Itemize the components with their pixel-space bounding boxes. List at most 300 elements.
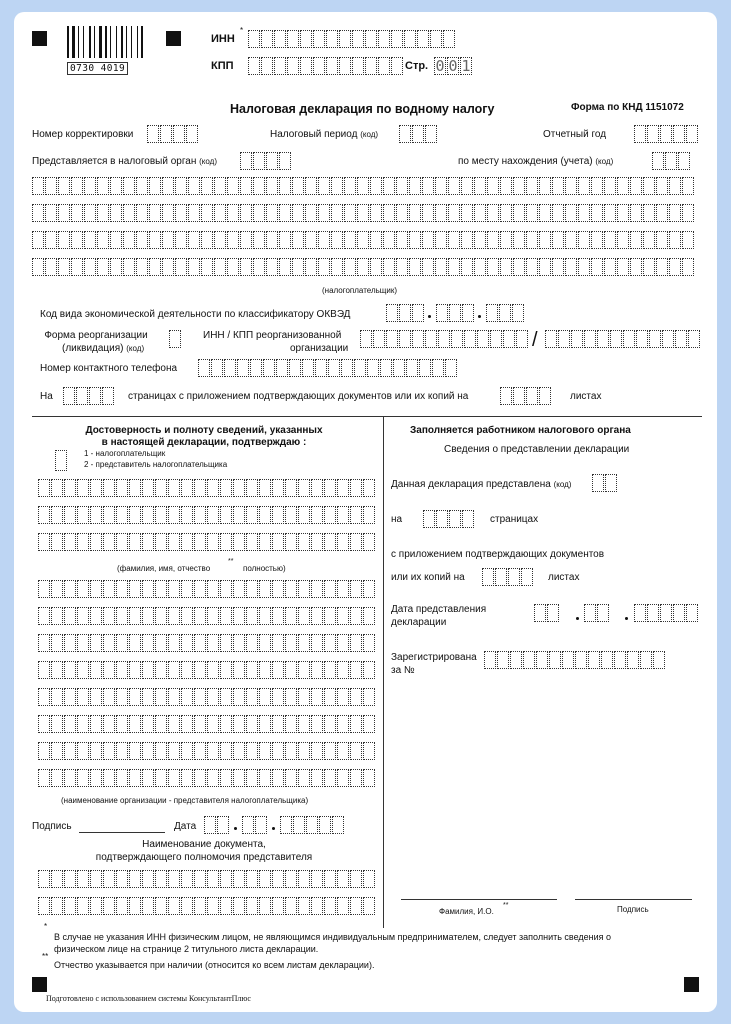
- input-cell[interactable]: [354, 359, 366, 377]
- input-cell[interactable]: [614, 651, 626, 669]
- input-cell[interactable]: [461, 204, 473, 222]
- input-cell[interactable]: [142, 688, 154, 706]
- input-cell[interactable]: [194, 769, 206, 787]
- input-cell[interactable]: [461, 231, 473, 249]
- input-cell[interactable]: [526, 204, 538, 222]
- input-cell[interactable]: [123, 231, 135, 249]
- input-cell[interactable]: [194, 634, 206, 652]
- input-cell[interactable]: [474, 231, 486, 249]
- input-cell[interactable]: [682, 258, 694, 276]
- input-cell[interactable]: [324, 533, 336, 551]
- input-cell[interactable]: [188, 204, 200, 222]
- input-cell[interactable]: [64, 506, 76, 524]
- kpp-field[interactable]: [248, 57, 404, 75]
- sheets-count-field[interactable]: [500, 387, 552, 405]
- input-cell[interactable]: [324, 870, 336, 888]
- input-cell[interactable]: [168, 533, 180, 551]
- input-cell[interactable]: [487, 231, 499, 249]
- input-cell[interactable]: [409, 204, 421, 222]
- input-cell[interactable]: [103, 479, 115, 497]
- input-cell[interactable]: [103, 607, 115, 625]
- input-cell[interactable]: [643, 231, 655, 249]
- input-cell[interactable]: [129, 634, 141, 652]
- input-cell[interactable]: [194, 661, 206, 679]
- input-cell[interactable]: [224, 359, 236, 377]
- input-cell[interactable]: [38, 580, 50, 598]
- input-cell[interactable]: [116, 661, 128, 679]
- input-cell[interactable]: [220, 769, 232, 787]
- input-cell[interactable]: [285, 506, 297, 524]
- input-cell[interactable]: [298, 870, 310, 888]
- input-cell[interactable]: [370, 177, 382, 195]
- input-cell[interactable]: [142, 742, 154, 760]
- input-cell[interactable]: [45, 177, 57, 195]
- input-cell[interactable]: [350, 634, 362, 652]
- input-cell[interactable]: [285, 479, 297, 497]
- input-cell[interactable]: [311, 742, 323, 760]
- input-cell[interactable]: [233, 897, 245, 915]
- input-cell[interactable]: [38, 715, 50, 733]
- input-cell[interactable]: [324, 506, 336, 524]
- input-cell[interactable]: [181, 769, 193, 787]
- input-cell[interactable]: [51, 742, 63, 760]
- input-cell[interactable]: [298, 769, 310, 787]
- input-cell[interactable]: [383, 177, 395, 195]
- input-cell[interactable]: [240, 177, 252, 195]
- input-cell[interactable]: [350, 870, 362, 888]
- input-cell[interactable]: [38, 870, 50, 888]
- input-cell[interactable]: [311, 715, 323, 733]
- input-cell[interactable]: [604, 177, 616, 195]
- input-cell[interactable]: [233, 634, 245, 652]
- input-cell[interactable]: [207, 506, 219, 524]
- input-cell[interactable]: [64, 607, 76, 625]
- input-cell[interactable]: [324, 769, 336, 787]
- sheets-field[interactable]: [482, 568, 534, 586]
- input-cell[interactable]: [285, 580, 297, 598]
- input-cell[interactable]: [90, 607, 102, 625]
- input-cell[interactable]: [155, 607, 167, 625]
- input-cell[interactable]: [266, 231, 278, 249]
- input-cell[interactable]: [461, 258, 473, 276]
- input-cell[interactable]: [272, 533, 284, 551]
- input-cell[interactable]: [331, 258, 343, 276]
- input-cell[interactable]: [601, 651, 613, 669]
- input-cell[interactable]: [383, 231, 395, 249]
- input-cell[interactable]: [64, 479, 76, 497]
- input-cell[interactable]: [627, 651, 639, 669]
- input-cell[interactable]: [337, 661, 349, 679]
- input-cell[interactable]: [363, 897, 375, 915]
- input-cell[interactable]: [523, 651, 535, 669]
- input-cell[interactable]: [298, 634, 310, 652]
- input-cell[interactable]: [272, 479, 284, 497]
- input-cell[interactable]: [142, 634, 154, 652]
- input-cell[interactable]: [513, 258, 525, 276]
- input-cell[interactable]: [116, 533, 128, 551]
- input-cell[interactable]: [77, 634, 89, 652]
- input-cell[interactable]: [110, 177, 122, 195]
- input-cell[interactable]: [513, 231, 525, 249]
- input-cell[interactable]: [311, 661, 323, 679]
- input-cell[interactable]: [285, 769, 297, 787]
- input-cell[interactable]: [155, 769, 167, 787]
- input-cell[interactable]: [445, 359, 457, 377]
- input-cell[interactable]: [246, 688, 258, 706]
- input-cell[interactable]: [38, 634, 50, 652]
- input-cell[interactable]: [227, 231, 239, 249]
- input-cell[interactable]: [591, 231, 603, 249]
- input-cell[interactable]: [318, 177, 330, 195]
- input-cell[interactable]: [194, 506, 206, 524]
- input-cell[interactable]: [363, 479, 375, 497]
- input-cell[interactable]: [155, 661, 167, 679]
- input-cell[interactable]: [142, 479, 154, 497]
- reporting-year-field[interactable]: [634, 125, 699, 143]
- input-cell[interactable]: [422, 204, 434, 222]
- input-cell[interactable]: [168, 715, 180, 733]
- input-cell[interactable]: [116, 688, 128, 706]
- input-cell[interactable]: [90, 769, 102, 787]
- input-cell[interactable]: [643, 258, 655, 276]
- input-cell[interactable]: [97, 258, 109, 276]
- input-cell[interactable]: [279, 231, 291, 249]
- input-cell[interactable]: [617, 231, 629, 249]
- input-cell[interactable]: [272, 506, 284, 524]
- input-cell[interactable]: [350, 506, 362, 524]
- input-cell[interactable]: [350, 688, 362, 706]
- input-cell[interactable]: [194, 479, 206, 497]
- input-cell[interactable]: [129, 715, 141, 733]
- input-cell[interactable]: [51, 769, 63, 787]
- input-cell[interactable]: [591, 204, 603, 222]
- input-cell[interactable]: [211, 359, 223, 377]
- input-cell[interactable]: [194, 870, 206, 888]
- input-cell[interactable]: [435, 258, 447, 276]
- input-cell[interactable]: [181, 634, 193, 652]
- input-cell[interactable]: [246, 634, 258, 652]
- input-cell[interactable]: [220, 661, 232, 679]
- input-cell[interactable]: [194, 715, 206, 733]
- input-cell[interactable]: [233, 607, 245, 625]
- input-cell[interactable]: [246, 479, 258, 497]
- input-cell[interactable]: [155, 580, 167, 598]
- input-cell[interactable]: [337, 870, 349, 888]
- input-cell[interactable]: [357, 204, 369, 222]
- input-cell[interactable]: [357, 231, 369, 249]
- input-cell[interactable]: [149, 231, 161, 249]
- input-cell[interactable]: [279, 177, 291, 195]
- input-cell[interactable]: [32, 177, 44, 195]
- input-cell[interactable]: [103, 715, 115, 733]
- input-cell[interactable]: [38, 607, 50, 625]
- input-cell[interactable]: [207, 607, 219, 625]
- input-cell[interactable]: [363, 688, 375, 706]
- input-cell[interactable]: [285, 661, 297, 679]
- input-cell[interactable]: [331, 204, 343, 222]
- input-cell[interactable]: [363, 769, 375, 787]
- input-cell[interactable]: [259, 607, 271, 625]
- input-cell[interactable]: [549, 651, 561, 669]
- input-cell[interactable]: [617, 258, 629, 276]
- input-cell[interactable]: [97, 204, 109, 222]
- input-cell[interactable]: [552, 204, 564, 222]
- input-cell[interactable]: [422, 231, 434, 249]
- input-cell[interactable]: [220, 634, 232, 652]
- input-cell[interactable]: [311, 897, 323, 915]
- input-cell[interactable]: [233, 580, 245, 598]
- org-row[interactable]: [38, 580, 376, 598]
- input-cell[interactable]: [51, 634, 63, 652]
- input-cell[interactable]: [181, 742, 193, 760]
- input-cell[interactable]: [129, 506, 141, 524]
- input-cell[interactable]: [246, 580, 258, 598]
- input-cell[interactable]: [116, 870, 128, 888]
- input-cell[interactable]: [292, 204, 304, 222]
- input-cell[interactable]: [233, 742, 245, 760]
- input-cell[interactable]: [90, 897, 102, 915]
- input-cell[interactable]: [116, 580, 128, 598]
- input-cell[interactable]: [298, 533, 310, 551]
- date-submitted-day[interactable]: [534, 604, 560, 622]
- input-cell[interactable]: [259, 533, 271, 551]
- input-cell[interactable]: [110, 204, 122, 222]
- input-cell[interactable]: [214, 204, 226, 222]
- date-year-field[interactable]: [280, 816, 345, 834]
- input-cell[interactable]: [363, 634, 375, 652]
- taxpayer-name-row[interactable]: [32, 231, 695, 249]
- input-cell[interactable]: [363, 742, 375, 760]
- input-cell[interactable]: [292, 231, 304, 249]
- input-cell[interactable]: [272, 769, 284, 787]
- input-cell[interactable]: [129, 479, 141, 497]
- input-cell[interactable]: [272, 634, 284, 652]
- input-cell[interactable]: [246, 607, 258, 625]
- input-cell[interactable]: [246, 769, 258, 787]
- tax-authority-field[interactable]: [240, 152, 292, 170]
- date-submitted-month[interactable]: [584, 604, 610, 622]
- input-cell[interactable]: [181, 479, 193, 497]
- input-cell[interactable]: [337, 533, 349, 551]
- input-cell[interactable]: [422, 258, 434, 276]
- input-cell[interactable]: [630, 177, 642, 195]
- input-cell[interactable]: [370, 204, 382, 222]
- input-cell[interactable]: [129, 742, 141, 760]
- input-cell[interactable]: [220, 580, 232, 598]
- input-cell[interactable]: [448, 258, 460, 276]
- input-cell[interactable]: [305, 177, 317, 195]
- input-cell[interactable]: [578, 204, 590, 222]
- input-cell[interactable]: [565, 177, 577, 195]
- input-cell[interactable]: [604, 258, 616, 276]
- input-cell[interactable]: [298, 607, 310, 625]
- input-cell[interactable]: [32, 231, 44, 249]
- input-cell[interactable]: [181, 715, 193, 733]
- page-number-field[interactable]: [434, 57, 473, 75]
- input-cell[interactable]: [116, 506, 128, 524]
- input-cell[interactable]: [214, 177, 226, 195]
- input-cell[interactable]: [90, 533, 102, 551]
- input-cell[interactable]: [64, 870, 76, 888]
- input-cell[interactable]: [214, 231, 226, 249]
- input-cell[interactable]: [259, 506, 271, 524]
- input-cell[interactable]: [396, 231, 408, 249]
- input-cell[interactable]: [116, 479, 128, 497]
- input-cell[interactable]: [142, 661, 154, 679]
- input-cell[interactable]: [233, 506, 245, 524]
- input-cell[interactable]: [168, 506, 180, 524]
- input-cell[interactable]: [324, 607, 336, 625]
- document-name-row[interactable]: [38, 897, 376, 915]
- input-cell[interactable]: [259, 688, 271, 706]
- input-cell[interactable]: [32, 258, 44, 276]
- input-cell[interactable]: [142, 533, 154, 551]
- input-cell[interactable]: [181, 688, 193, 706]
- input-cell[interactable]: [97, 231, 109, 249]
- input-cell[interactable]: [669, 258, 681, 276]
- input-cell[interactable]: [311, 479, 323, 497]
- correction-number-field[interactable]: [147, 125, 199, 143]
- input-cell[interactable]: [350, 715, 362, 733]
- org-row[interactable]: [38, 769, 376, 787]
- input-cell[interactable]: [409, 231, 421, 249]
- input-cell[interactable]: [194, 688, 206, 706]
- taxpayer-name-row[interactable]: [32, 204, 695, 222]
- input-cell[interactable]: [285, 634, 297, 652]
- input-cell[interactable]: [604, 231, 616, 249]
- input-cell[interactable]: [578, 231, 590, 249]
- input-cell[interactable]: [142, 506, 154, 524]
- input-cell[interactable]: [162, 231, 174, 249]
- input-cell[interactable]: [682, 204, 694, 222]
- input-cell[interactable]: [162, 177, 174, 195]
- input-cell[interactable]: [168, 580, 180, 598]
- org-row[interactable]: [38, 715, 376, 733]
- input-cell[interactable]: [77, 533, 89, 551]
- input-cell[interactable]: [45, 231, 57, 249]
- input-cell[interactable]: [363, 533, 375, 551]
- input-cell[interactable]: [337, 607, 349, 625]
- input-cell[interactable]: [552, 258, 564, 276]
- input-cell[interactable]: [220, 715, 232, 733]
- reorg-form-field[interactable]: [169, 330, 182, 348]
- input-cell[interactable]: [487, 177, 499, 195]
- input-cell[interactable]: [142, 715, 154, 733]
- input-cell[interactable]: [51, 580, 63, 598]
- input-cell[interactable]: [350, 661, 362, 679]
- input-cell[interactable]: [350, 897, 362, 915]
- input-cell[interactable]: [51, 479, 63, 497]
- date-day-field[interactable]: [204, 816, 230, 834]
- input-cell[interactable]: [272, 715, 284, 733]
- input-cell[interactable]: [656, 177, 668, 195]
- input-cell[interactable]: [656, 258, 668, 276]
- input-cell[interactable]: [363, 715, 375, 733]
- input-cell[interactable]: [266, 204, 278, 222]
- input-cell[interactable]: [155, 870, 167, 888]
- input-cell[interactable]: [682, 177, 694, 195]
- input-cell[interactable]: [565, 204, 577, 222]
- input-cell[interactable]: [409, 177, 421, 195]
- input-cell[interactable]: [246, 870, 258, 888]
- input-cell[interactable]: [77, 769, 89, 787]
- input-cell[interactable]: [168, 769, 180, 787]
- input-cell[interactable]: [188, 258, 200, 276]
- input-cell[interactable]: [240, 204, 252, 222]
- input-cell[interactable]: [422, 177, 434, 195]
- input-cell[interactable]: [90, 742, 102, 760]
- input-cell[interactable]: [90, 506, 102, 524]
- input-cell[interactable]: [432, 359, 444, 377]
- input-cell[interactable]: [500, 231, 512, 249]
- input-cell[interactable]: [38, 742, 50, 760]
- input-cell[interactable]: [168, 479, 180, 497]
- input-cell[interactable]: [198, 359, 210, 377]
- input-cell[interactable]: [448, 177, 460, 195]
- input-cell[interactable]: [207, 688, 219, 706]
- input-cell[interactable]: [484, 651, 496, 669]
- input-cell[interactable]: [188, 177, 200, 195]
- input-cell[interactable]: [409, 258, 421, 276]
- input-cell[interactable]: [90, 479, 102, 497]
- input-cell[interactable]: [272, 607, 284, 625]
- input-cell[interactable]: [263, 359, 275, 377]
- input-cell[interactable]: [311, 580, 323, 598]
- input-cell[interactable]: [272, 742, 284, 760]
- input-cell[interactable]: [344, 204, 356, 222]
- input-cell[interactable]: [578, 177, 590, 195]
- input-cell[interactable]: [201, 177, 213, 195]
- input-cell[interactable]: [233, 661, 245, 679]
- input-cell[interactable]: [207, 634, 219, 652]
- input-cell[interactable]: [175, 177, 187, 195]
- input-cell[interactable]: [552, 231, 564, 249]
- input-cell[interactable]: [220, 870, 232, 888]
- input-cell[interactable]: [591, 258, 603, 276]
- input-cell[interactable]: [227, 204, 239, 222]
- input-cell[interactable]: [45, 258, 57, 276]
- input-cell[interactable]: [630, 204, 642, 222]
- input-cell[interactable]: [350, 533, 362, 551]
- input-cell[interactable]: [272, 688, 284, 706]
- input-cell[interactable]: [259, 897, 271, 915]
- input-cell[interactable]: [318, 204, 330, 222]
- input-cell[interactable]: [526, 231, 538, 249]
- input-cell[interactable]: [302, 359, 314, 377]
- input-cell[interactable]: [84, 258, 96, 276]
- input-cell[interactable]: [653, 651, 665, 669]
- input-cell[interactable]: [315, 359, 327, 377]
- input-cell[interactable]: [116, 634, 128, 652]
- input-cell[interactable]: [513, 204, 525, 222]
- input-cell[interactable]: [253, 204, 265, 222]
- input-cell[interactable]: [90, 661, 102, 679]
- input-cell[interactable]: [194, 742, 206, 760]
- input-cell[interactable]: [588, 651, 600, 669]
- input-cell[interactable]: [246, 897, 258, 915]
- input-cell[interactable]: [168, 607, 180, 625]
- input-cell[interactable]: [640, 651, 652, 669]
- input-cell[interactable]: [51, 533, 63, 551]
- input-cell[interactable]: [259, 580, 271, 598]
- input-cell[interactable]: [129, 661, 141, 679]
- input-cell[interactable]: [90, 634, 102, 652]
- input-cell[interactable]: [155, 533, 167, 551]
- input-cell[interactable]: [175, 258, 187, 276]
- input-cell[interactable]: [318, 258, 330, 276]
- input-cell[interactable]: [116, 897, 128, 915]
- pages-field[interactable]: [423, 510, 475, 528]
